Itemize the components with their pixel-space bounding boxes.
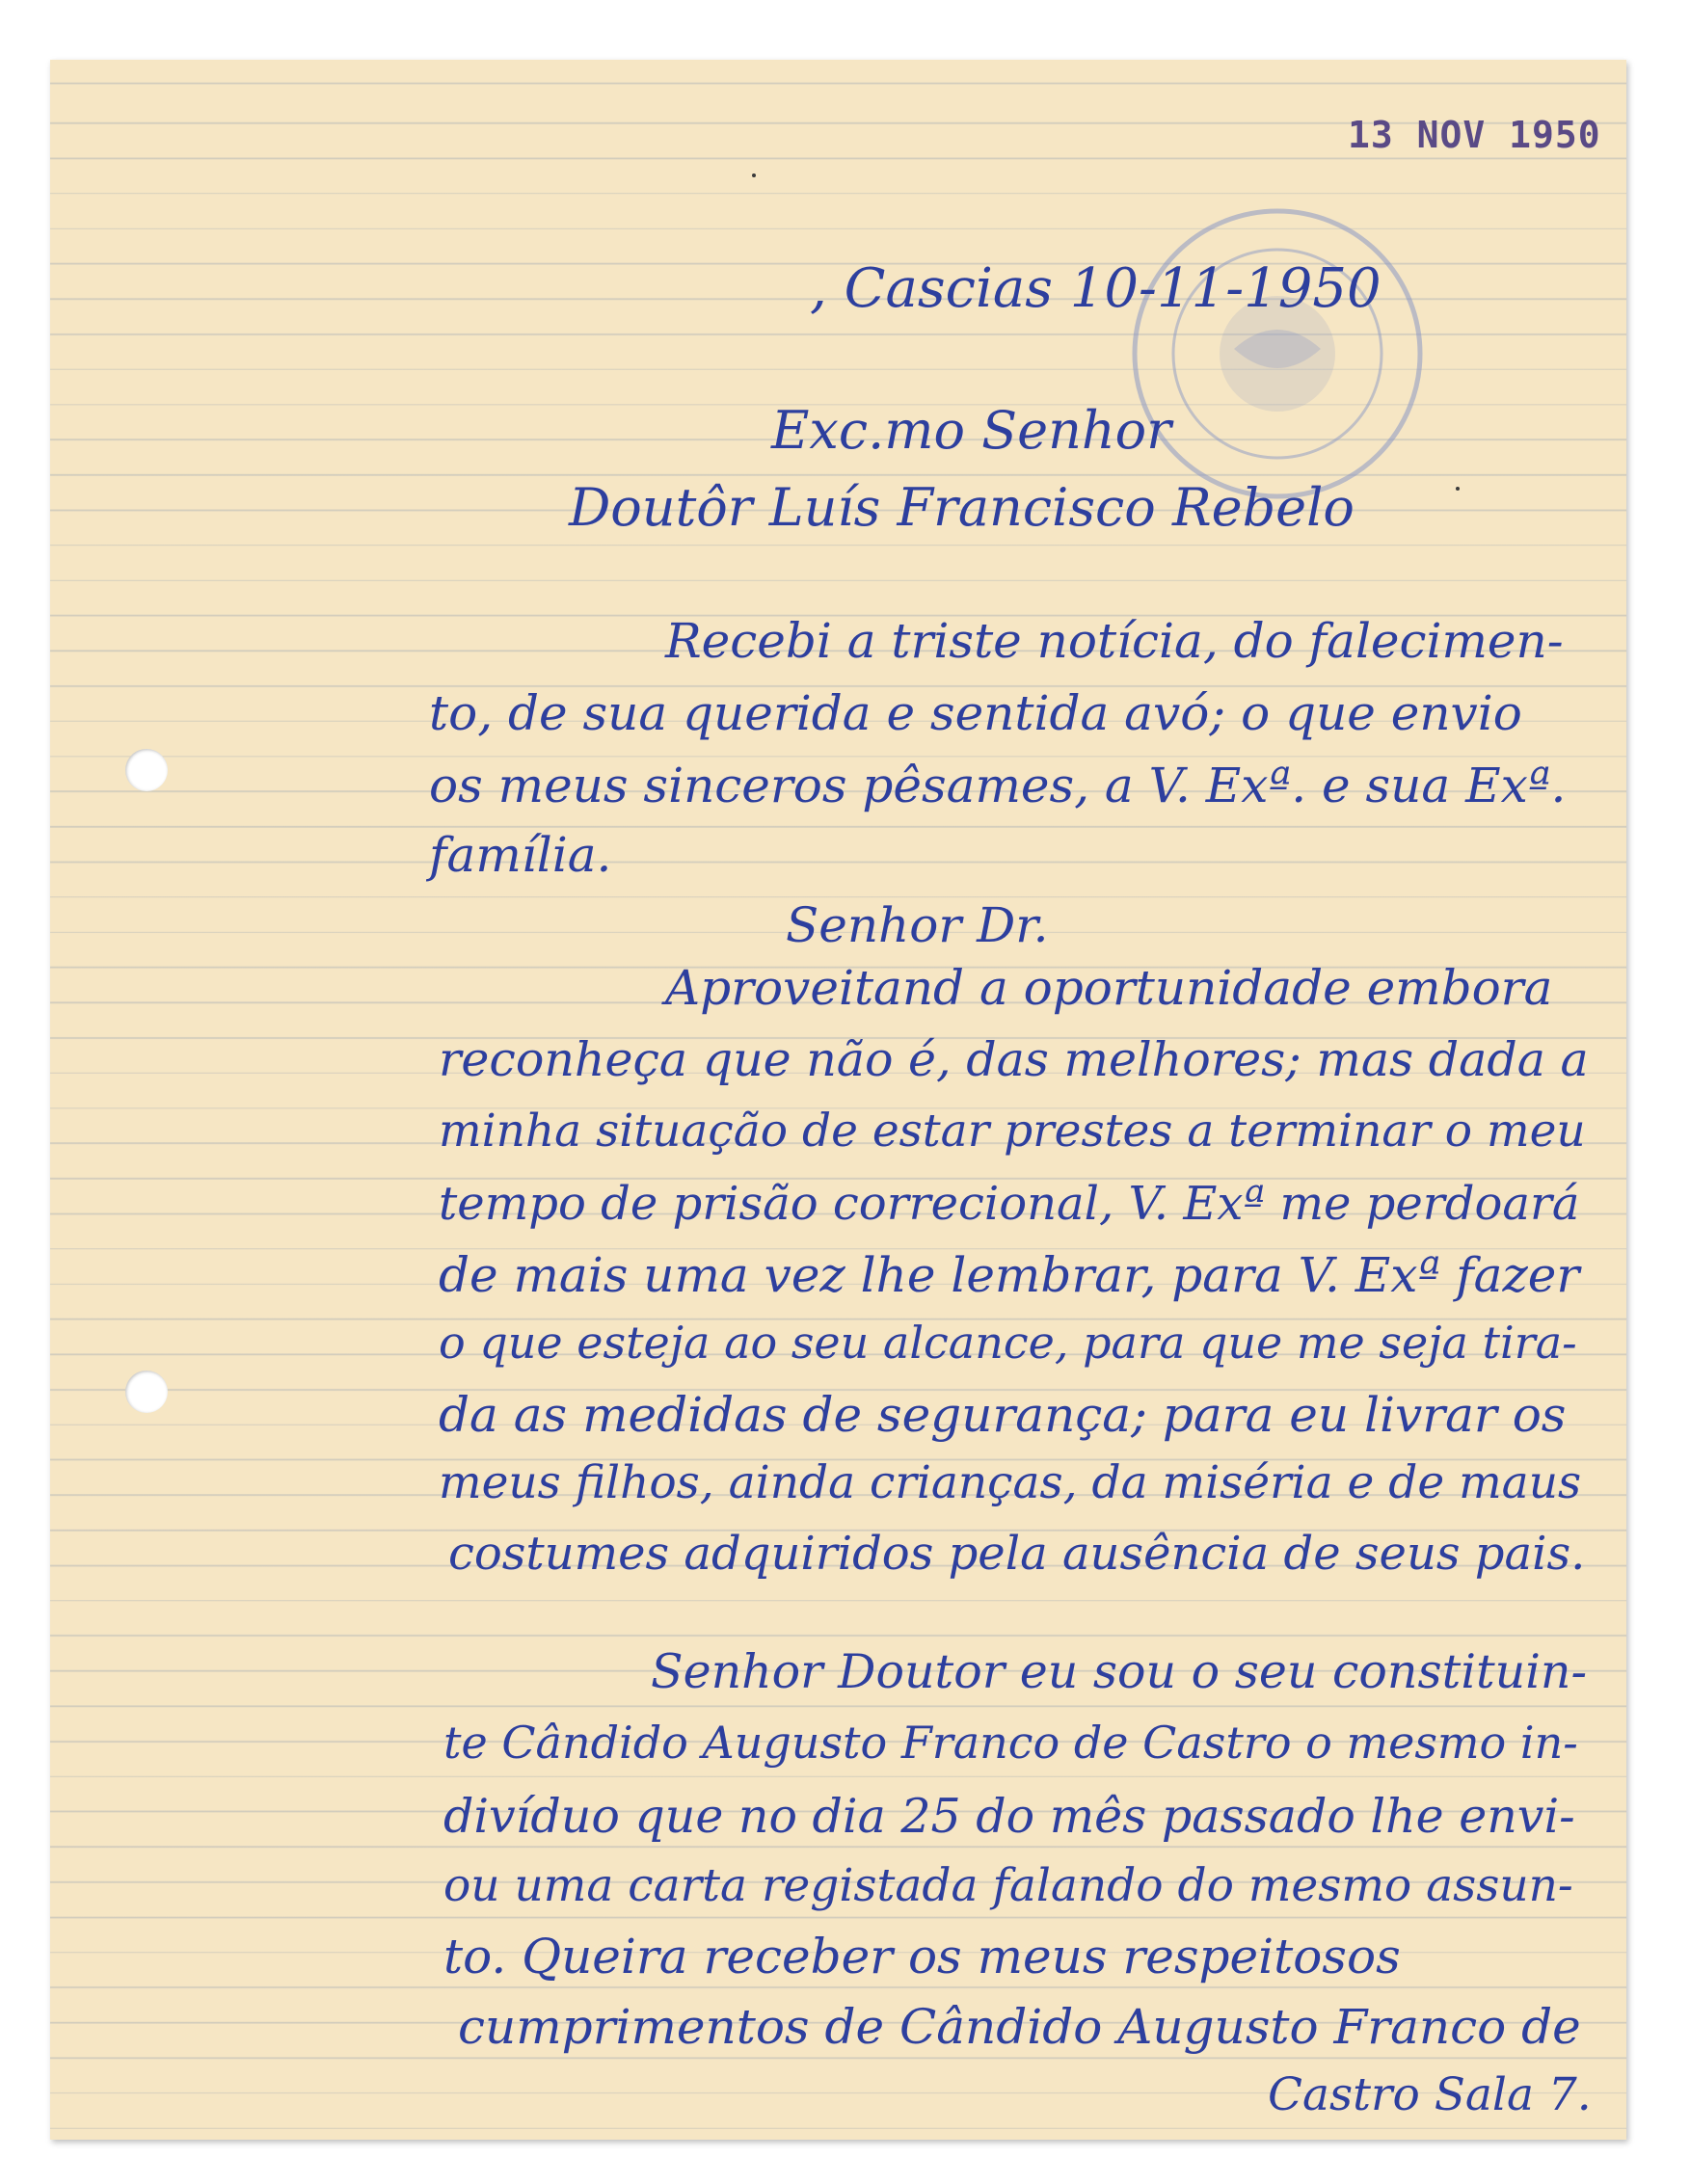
letter-line: o que esteja ao seu alcance, para que me seja tira- <box>439 1317 1577 1369</box>
punch-hole-bottom <box>125 1371 168 1413</box>
letter-line: te Cândido Augusto Franco de Castro o mesmo in- <box>443 1717 1578 1769</box>
letter-line: tempo de prisão correcional, V. Exª me perdoará <box>439 1177 1580 1231</box>
letter-signature: Castro Sala 7. <box>1268 2068 1592 2121</box>
letter-line: to, de sua querida e sentida avó; o que envio <box>429 685 1522 741</box>
letter-line: de mais uma vez lhe lembrar, para V. Exª fazer <box>439 1247 1580 1303</box>
punch-hole-top <box>125 749 168 791</box>
date-stamp: 13 NOV 1950 <box>1348 114 1601 156</box>
letter-line: da as medidas de segurança; para eu livrar os <box>439 1387 1567 1443</box>
letter-salutation-title: Exc.mo Senhor <box>771 400 1171 461</box>
letter-line: costumes adquiridos pela ausência de seus pais. <box>448 1527 1586 1581</box>
ink-spot <box>1456 487 1460 491</box>
ink-spot <box>752 173 756 177</box>
letter-line: cumprimentos de Cândido Augusto Franco de <box>458 1999 1581 2055</box>
letter-line: Senhor Dr. <box>786 897 1049 953</box>
letter-line: Recebi a triste notícia, do falecimen- <box>665 613 1564 669</box>
letter-line: Aproveitand a oportunidade embora <box>665 960 1553 1016</box>
letter-line: reconheça que não é, das melhores; mas dada a <box>439 1032 1589 1087</box>
letter-line: família. <box>429 827 612 883</box>
letter-line: meus filhos, ainda crianças, da miséria e de maus <box>439 1456 1582 1509</box>
letter-salutation-name: Doutôr Luís Francisco Rebelo <box>569 477 1355 538</box>
round-seal-stamp <box>1128 204 1427 503</box>
letter-line: minha situação de estar prestes a terminar o meu <box>439 1105 1586 1158</box>
letter-line: os meus sinceros pêsames, a V. Exª. e sua Exª. <box>429 758 1567 813</box>
letter-line: ou uma carta registada falando do mesmo assun- <box>443 1859 1573 1912</box>
letter-line: divíduo que no dia 25 do mês passado lhe envi- <box>443 1789 1575 1844</box>
letter-line: Senhor Doutor eu sou o seu constituin- <box>651 1644 1588 1699</box>
letter-line: to. Queira receber os meus respeitosos <box>443 1929 1401 1984</box>
letter-place-date: , Cascias 10-11-1950 <box>810 257 1382 320</box>
